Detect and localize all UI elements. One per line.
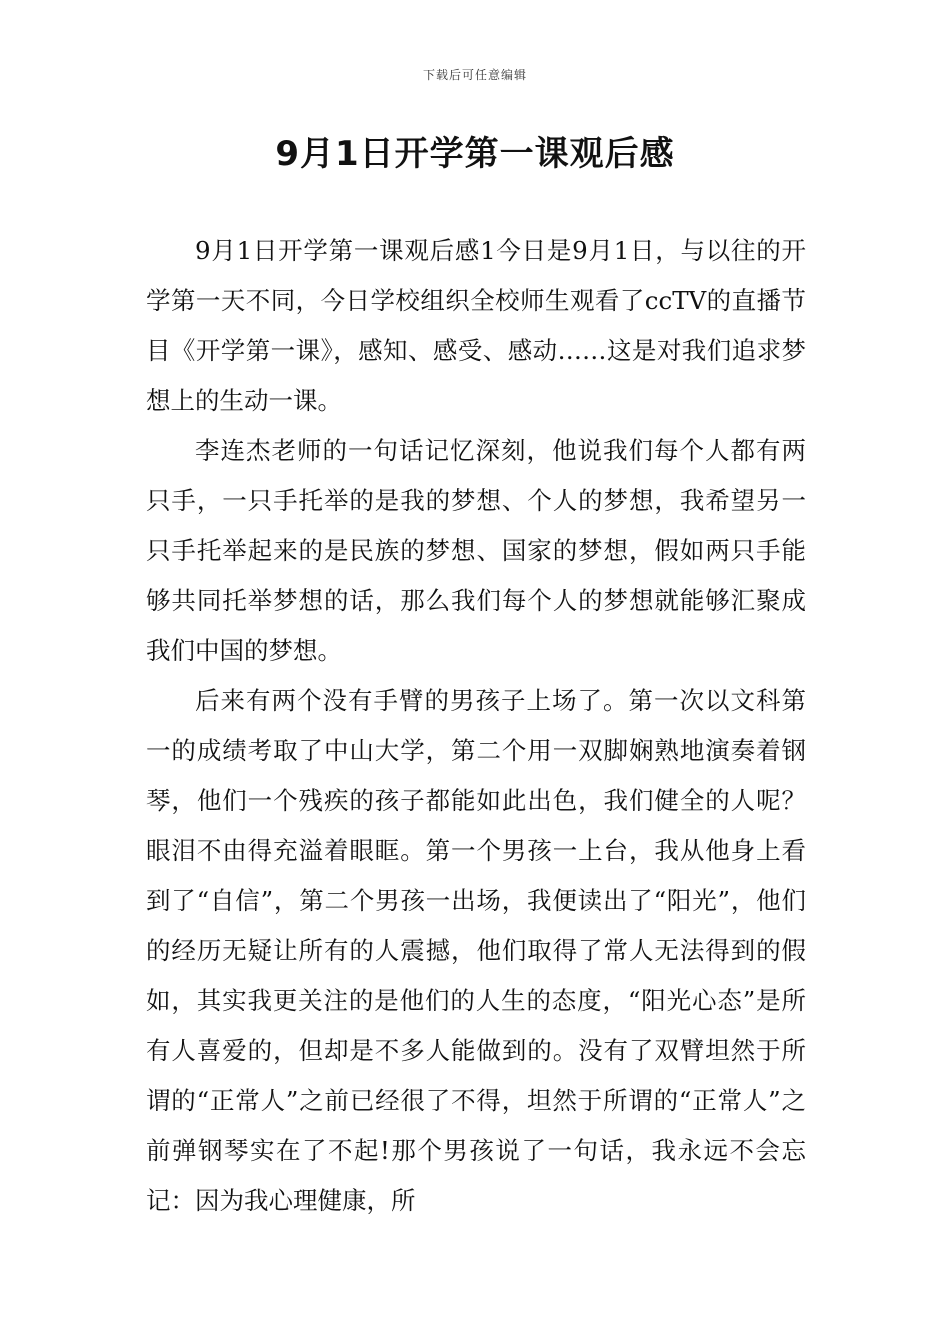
- document-title: 9月1日开学第一课观后感: [275, 134, 675, 174]
- paragraph: 9月1日开学第一课观后感1今日是9月1日，与以往的开学第一天不同，今日学校组织全校师生观看了ccTV的直播节目《开学第一课》，感知、感受、感动……这是对我们追求梦想上的生动一课。: [146, 236, 806, 415]
- header-note: 下载后可任意编辑: [422, 68, 527, 82]
- paragraph: 李连杰老师的一句话记忆深刻，他说我们每个人都有两只手，一只手托举的是我的梦想、个人的梦想，我希望另一只手托举起来的是民族的梦想、国家的梦想，假如两只手能够共同托举梦想的话，那么我们每个人的梦想就能够汇聚成我们中国的梦想。: [146, 436, 806, 665]
- paragraph: 后来有两个没有手臂的男孩子上场了。第一次以文科第一的成绩考取了中山大学，第二个用一双脚娴熟地演奏着钢琴，他们一个残疾的孩子都能如此出色，我们健全的人呢？眼泪不由得充溢着眼眶。第一个男孩一上台，我从他身上看到了“自信”，第二个男孩一出场，我便读出了“阳光”，他们的经历无疑让所有的人震撼，他们取得了常人无法得到的假如，其实我更关注的是他们的人生的态度，“阳光心态”是所有人喜爱的，但却是不多人能做到的。没有了双臂坦然于所谓的“正常人”之前已经很了不得，坦然于所谓的“正常人”之前弹钢琴实在了不起!那个男孩说了一句话，我永远不会忘记：因为我心理健康，所: [146, 686, 806, 1215]
- document-body: [146, 226, 806, 1226]
